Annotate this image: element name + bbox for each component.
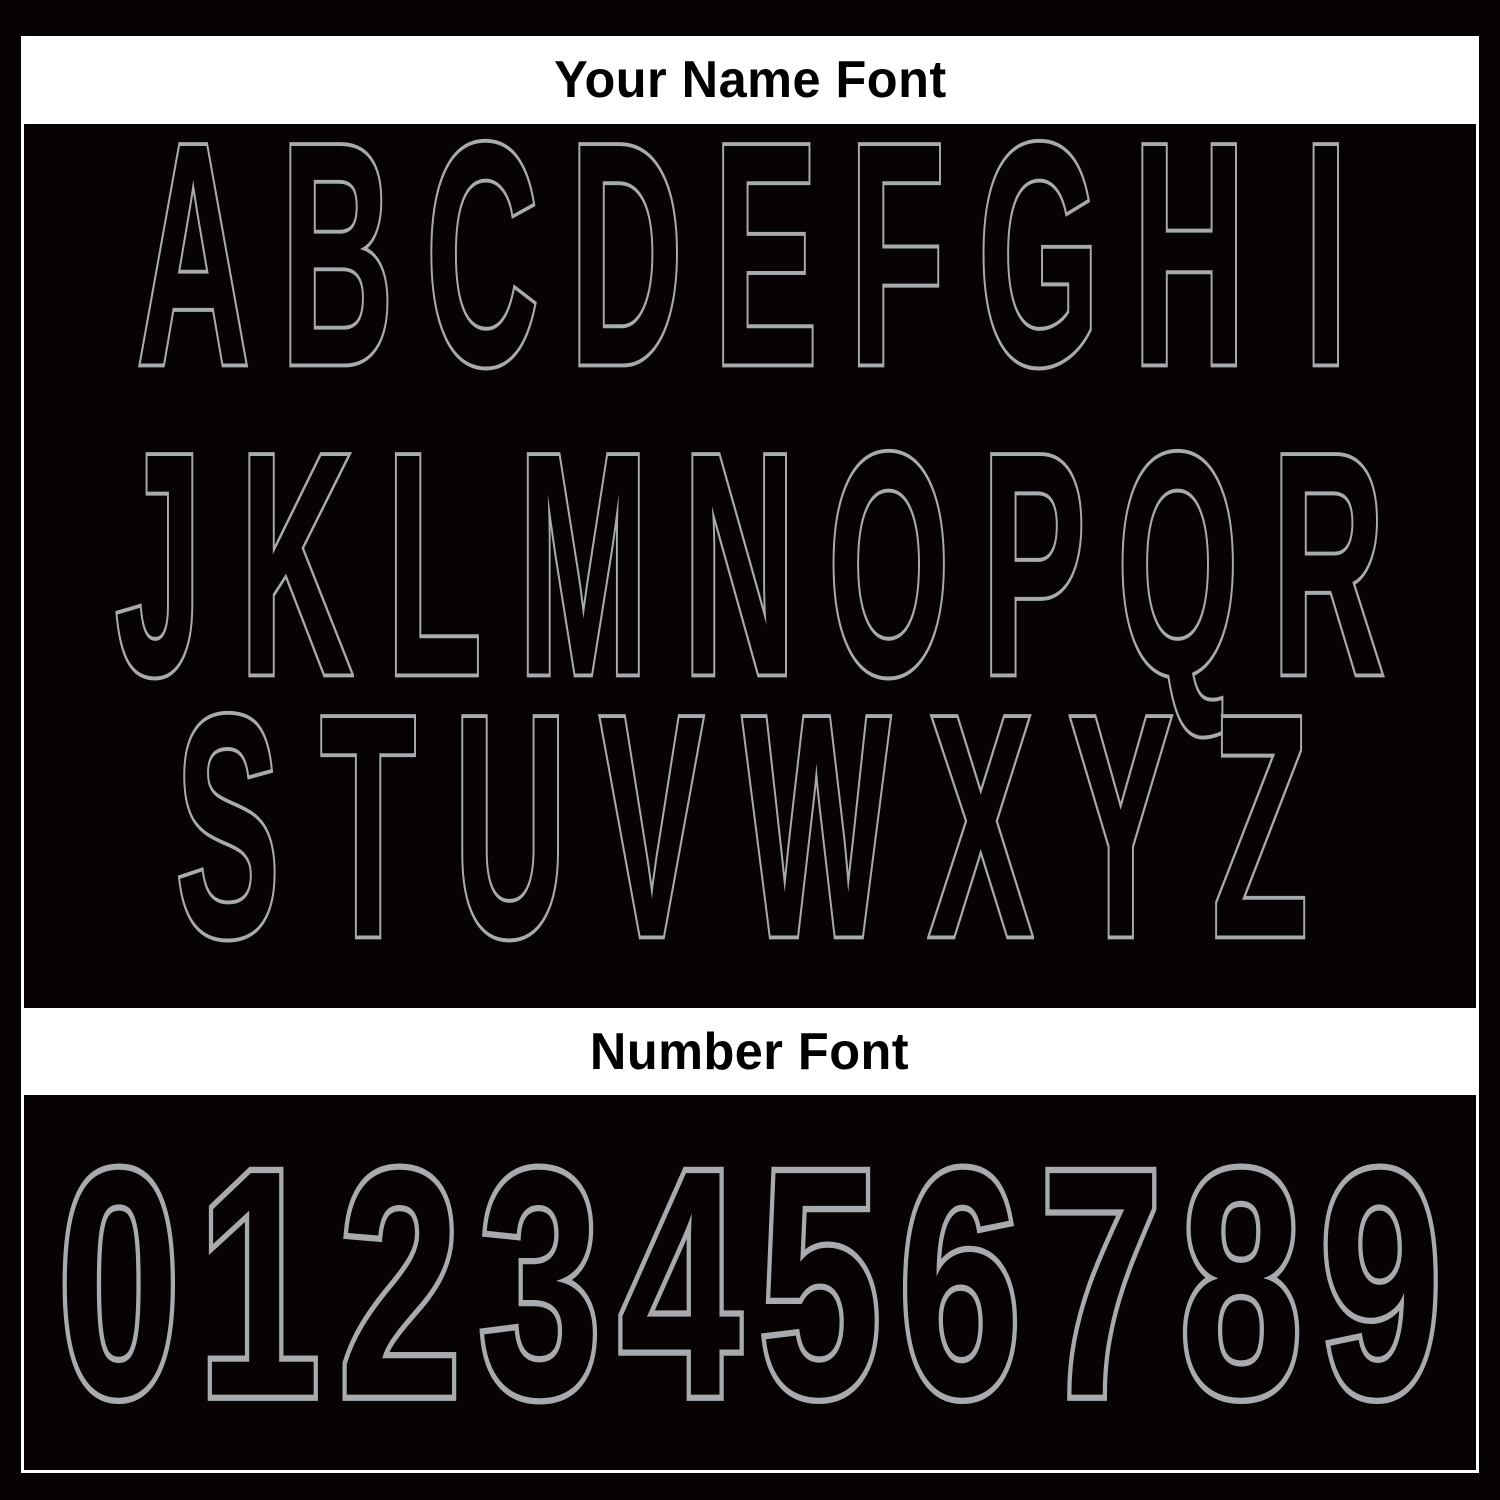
letter-cell — [500, 389, 667, 742]
letter-cell — [1261, 79, 1390, 432]
letter-glyph: L — [386, 389, 482, 742]
digit-glyph: 9 — [1320, 1103, 1442, 1464]
letter-glyph: Y — [1068, 651, 1173, 1004]
letter-cell — [1117, 79, 1261, 432]
letter-glyph: Q — [1117, 389, 1239, 742]
letter-glyph: K — [240, 389, 353, 742]
digit-glyph: 1 — [198, 1103, 321, 1464]
digit-cell — [890, 1103, 1030, 1464]
letter-cell — [1190, 651, 1330, 1004]
letter-cell — [438, 651, 582, 1004]
letter-glyph: G — [978, 79, 1100, 432]
digit-glyph: 4 — [619, 1103, 741, 1464]
digit-cell — [189, 1103, 329, 1464]
letter-glyph: M — [518, 389, 649, 742]
letter-cell — [298, 651, 438, 1004]
letter-glyph: F — [848, 79, 945, 432]
letter-glyph: O — [828, 389, 950, 742]
letter-cell — [832, 79, 961, 432]
letter-cell — [410, 79, 554, 432]
digit-cell — [49, 1103, 189, 1464]
letter-glyph: I — [1303, 79, 1348, 432]
letter-glyph: X — [928, 651, 1033, 1004]
digit-cell — [1171, 1103, 1311, 1464]
letter-cell — [265, 79, 409, 432]
letter-glyph: J — [115, 389, 203, 742]
letter-glyph: V — [599, 651, 704, 1004]
letter-glyph: A — [136, 79, 250, 432]
digit-glyph: 0 — [58, 1103, 180, 1464]
letter-glyph: E — [713, 79, 818, 432]
digit-cell — [470, 1103, 610, 1464]
letter-cell — [811, 389, 967, 742]
letter-cell — [722, 651, 911, 1004]
letter-glyph: D — [570, 79, 683, 432]
letter-glyph: U — [453, 651, 567, 1004]
letter-cell — [369, 389, 500, 742]
letter-cell — [224, 389, 368, 742]
letter-cell — [1100, 389, 1256, 742]
digit-glyph: 6 — [899, 1103, 1022, 1464]
digit-cell — [610, 1103, 750, 1464]
letter-glyph: P — [981, 389, 1086, 742]
name-font-title: Your Name Font — [553, 51, 947, 109]
digit-cell — [1030, 1103, 1170, 1464]
letter-cell — [667, 389, 811, 742]
digit-glyph: 7 — [1039, 1103, 1162, 1464]
digit-row — [49, 1103, 1451, 1464]
letter-cell — [911, 651, 1051, 1004]
letter-cell — [554, 79, 698, 432]
letter-glyph: W — [742, 651, 890, 1004]
letter-glyph: S — [175, 651, 280, 1004]
number-font-band — [24, 1008, 1476, 1095]
letter-row-2 — [93, 389, 1400, 742]
letter-glyph: Z — [1212, 651, 1308, 1004]
digit-glyph: 5 — [759, 1103, 881, 1464]
letter-glyph: T — [320, 651, 416, 1004]
letter-cell — [699, 79, 832, 432]
letter-glyph: N — [682, 389, 796, 742]
digit-cell — [329, 1103, 469, 1464]
letter-cell — [582, 651, 722, 1004]
preview-frame — [21, 36, 1479, 1473]
letter-cell — [961, 79, 1117, 432]
letter-glyph: C — [425, 79, 539, 432]
digit-cell — [750, 1103, 890, 1464]
letter-glyph: R — [1271, 389, 1385, 742]
letter-cell — [158, 651, 298, 1004]
letter-row-3 — [158, 651, 1330, 1004]
number-font-title: Number Font — [590, 1022, 910, 1081]
letter-cell — [1050, 651, 1190, 1004]
letter-cell — [967, 389, 1100, 742]
digit-glyph: 2 — [338, 1103, 461, 1464]
letter-glyph: B — [281, 79, 394, 432]
letter-cell — [1256, 389, 1400, 742]
letter-cell — [121, 79, 265, 432]
digit-glyph: 8 — [1179, 1103, 1302, 1464]
digit-cell — [1311, 1103, 1451, 1464]
letter-cell — [93, 389, 224, 742]
digit-glyph: 3 — [478, 1103, 601, 1464]
letter-glyph: H — [1132, 79, 1246, 432]
